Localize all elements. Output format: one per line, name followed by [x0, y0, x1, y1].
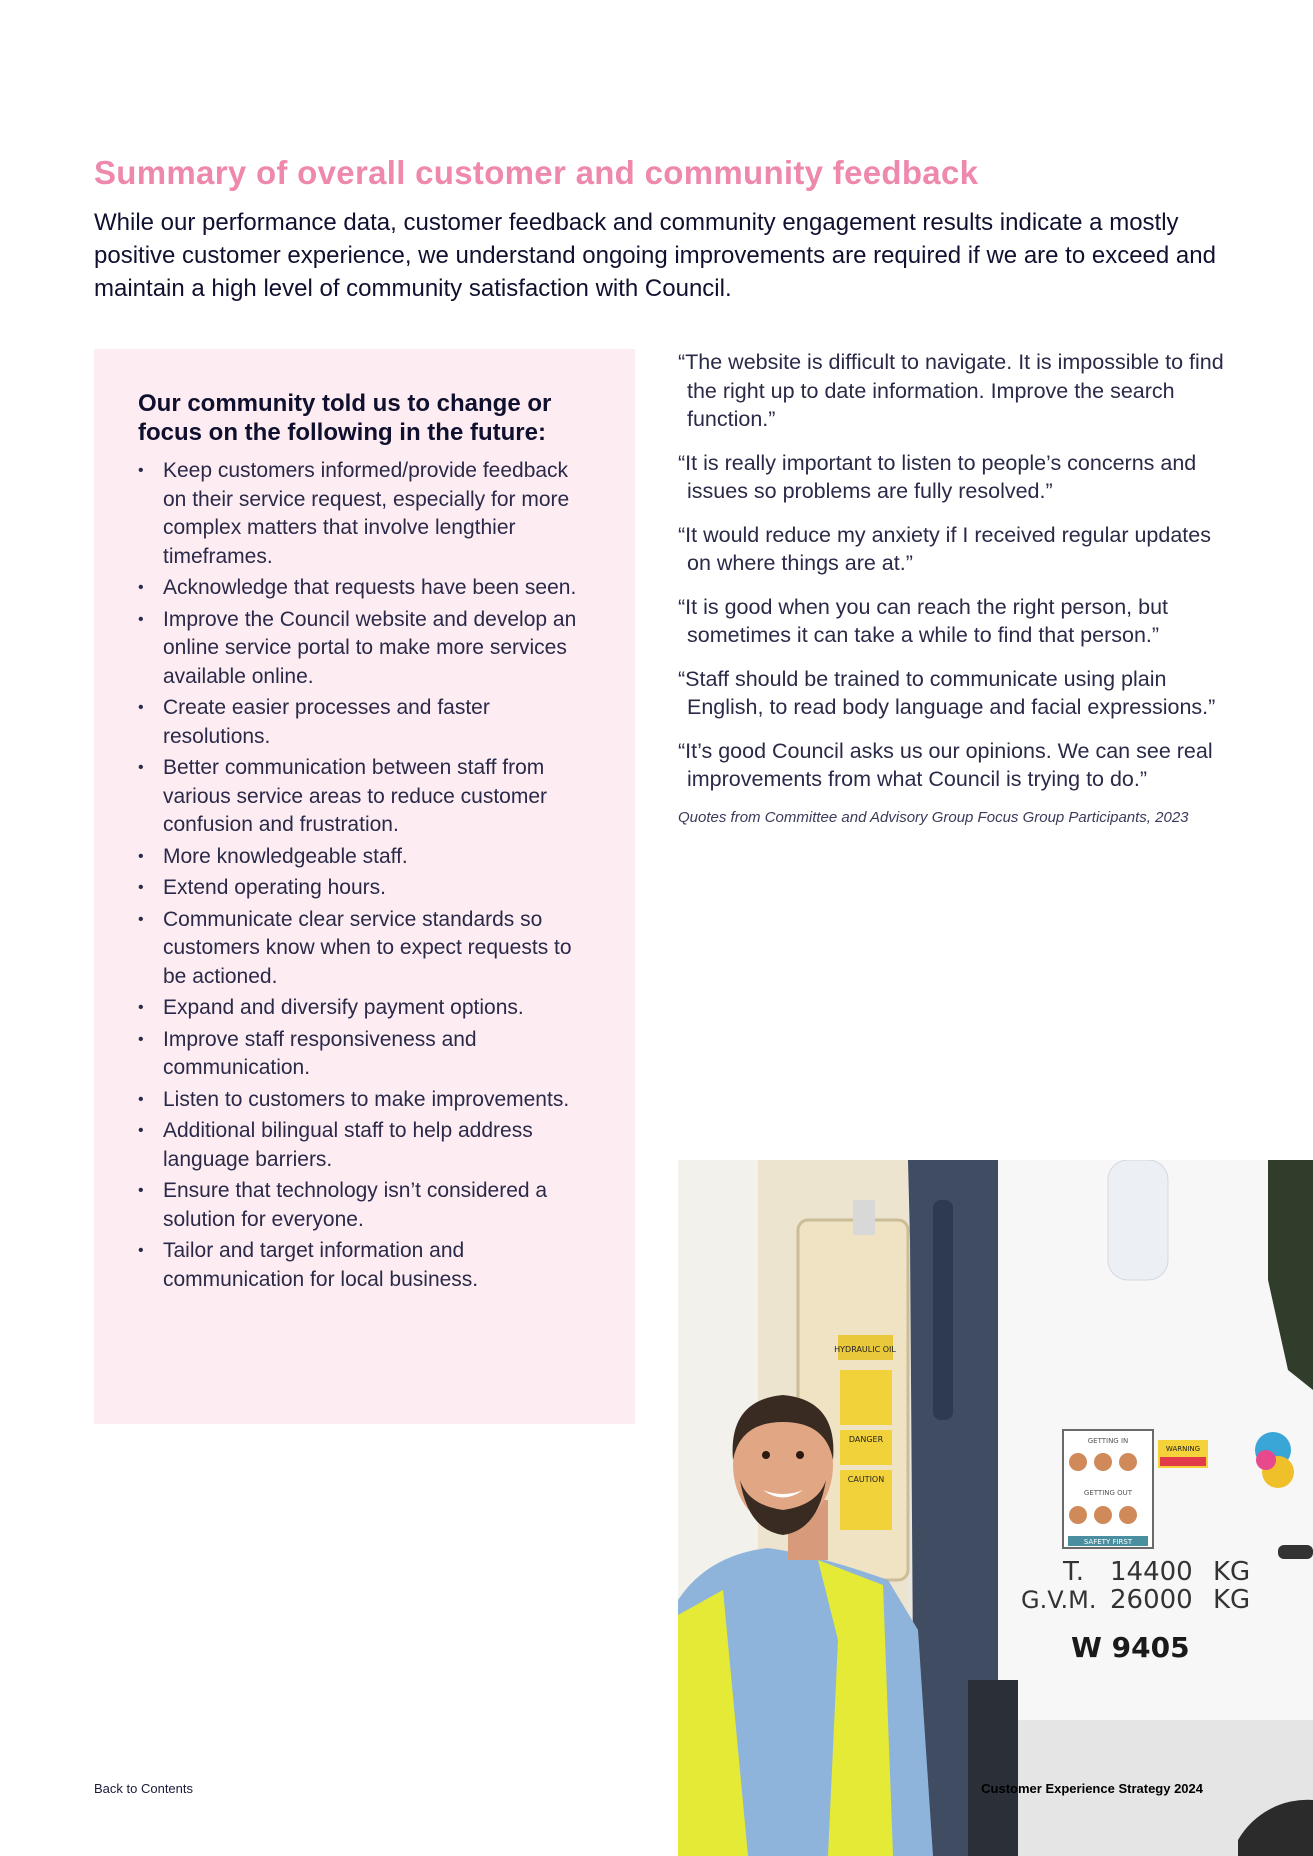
bullet-icon: • [138, 699, 144, 716]
panel-heading: Our community told us to change or focus on the following in the future: [138, 390, 552, 446]
svg-text:26000: 26000 [1110, 1585, 1193, 1615]
quote: “It’s good Council asks us our opinions. We can see real improvements from what Council is trying to do.” [678, 738, 1213, 791]
feedback-list [138, 457, 591, 1294]
bullet-icon: • [138, 1090, 144, 1108]
quote: “Staff should be trained to communicate using plain English, to read body language and facial expressions.” [678, 666, 1216, 719]
svg-text:G.V.M.: G.V.M. [1021, 1586, 1097, 1614]
svg-text:T.: T. [1063, 1557, 1085, 1587]
list-item: • Ensure that technology isn’t considered a solution for everyone. [138, 1179, 548, 1231]
bullet-icon: • [138, 879, 144, 896]
quote: “It is good when you can reach the right person, but sometimes it can take a while to find that person.” [678, 594, 1169, 647]
bullet-icon: • [138, 910, 144, 928]
svg-text:CAUTION: CAUTION [847, 1475, 885, 1484]
list-item: • Listen to customers to make improvements. [138, 1086, 591, 1115]
list-item: • Additional bilingual staff to help address language barriers. [138, 1119, 533, 1171]
list-item: • Acknowledge that requests have been seen. [138, 574, 591, 603]
svg-text:GETTING OUT: GETTING OUT [1083, 1489, 1133, 1497]
list-item: • Tailor and target information and communication for local business. [138, 1239, 479, 1291]
bullet-icon: • [138, 759, 144, 776]
svg-text:SAFETY FIRST: SAFETY FIRST [1083, 1538, 1133, 1546]
document-title: Customer Experience Strategy 2024 [981, 1781, 1203, 1796]
feedback-panel [94, 349, 635, 1424]
bullet-icon: • [138, 847, 144, 865]
list-item: • More knowledgeable staff. [138, 843, 591, 872]
list-item: • Better communication between staff from various service areas to reduce customer confusion and frustration. [138, 756, 547, 836]
bullet-icon: • [138, 1182, 144, 1199]
quote: “It is really important to listen to people’s concerns and issues so problems are fully resolved.” [678, 450, 1197, 503]
svg-text:14400: 14400 [1110, 1557, 1193, 1587]
quote-source: Quotes from Committee and Advisory Group Focus Group Participants, 2023 [678, 808, 1189, 826]
bullet-icon: • [138, 1122, 144, 1139]
svg-text:W 9405: W 9405 [1071, 1631, 1190, 1664]
list-item: • Extend operating hours. [138, 874, 591, 903]
svg-text:KG: KG [1213, 1557, 1251, 1587]
page-heading: Summary of overall customer and community feedback [94, 154, 979, 191]
list-item: • Communicate clear service standards so customers know when to expect requests to be actioned. [138, 907, 572, 988]
svg-text:HYDRAULIC OIL: HYDRAULIC OIL [834, 1345, 896, 1354]
list-item: • Create easier processes and faster resolutions. [138, 696, 490, 748]
list-item: • Improve staff responsiveness and communication. [138, 1027, 477, 1079]
svg-text:KG: KG [1213, 1585, 1251, 1615]
list-item: • Keep customers informed/provide feedback on their service request, especially for more complex matters that involve lengthier timeframes. [138, 459, 570, 568]
back-to-contents-link[interactable]: Back to Contents [94, 1781, 193, 1796]
bullet-icon: • [138, 610, 144, 628]
quotes-column [678, 348, 1238, 826]
svg-text:WARNING: WARNING [1165, 1445, 1201, 1453]
staff-photo [678, 1160, 1313, 1856]
svg-text:DANGER: DANGER [848, 1435, 884, 1444]
quote: “It would reduce my anxiety if I received regular updates on where things are at.” [678, 522, 1211, 575]
bullet-icon: • [138, 999, 144, 1016]
list-item: • Improve the Council website and develop an online service portal to make more services available online. [138, 607, 577, 688]
bullet-icon: • [138, 462, 144, 479]
bullet-icon: • [138, 579, 144, 596]
quote: “The website is difficult to navigate. It is impossible to find the right up to date information. Improve the search function.” [678, 350, 1224, 431]
bullet-icon: • [138, 1242, 144, 1259]
bullet-icon: • [138, 1030, 144, 1048]
photo-illustration [678, 1160, 1313, 1856]
intro-paragraph: While our performance data, customer feedback and community engagement results indicate a mostly positive customer experience, we understand ongoing improvements are required if we are to exceed and maintain a high level of community satisfaction with Council. [94, 209, 1216, 302]
list-item: • Expand and diversify payment options. [138, 994, 591, 1023]
svg-text:GETTING IN: GETTING IN [1087, 1437, 1129, 1445]
